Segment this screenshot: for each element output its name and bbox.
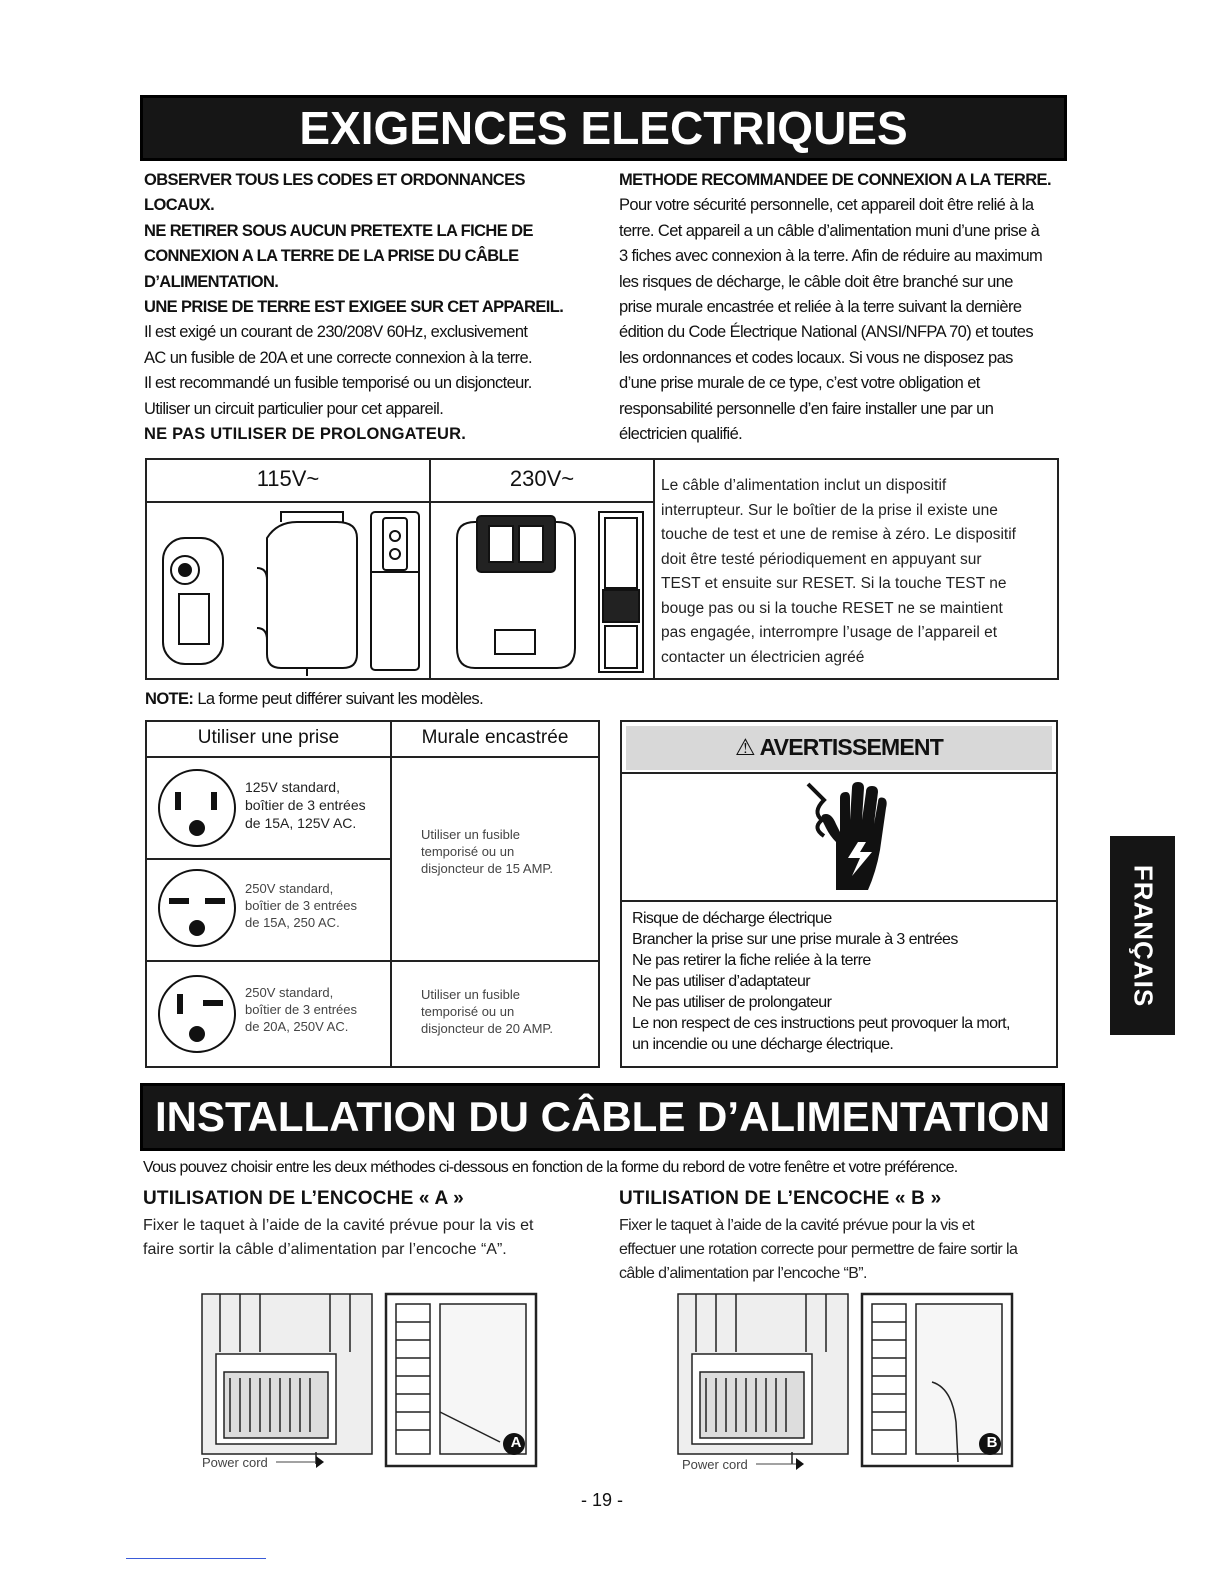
divider bbox=[653, 460, 655, 680]
spec-line: de 15A, 125V AC. bbox=[245, 815, 357, 831]
desc-line: bouge pas ou si la touche RESET ne se maintient bbox=[661, 599, 1003, 617]
body-line: terre. Cet appareil a un câble d’alimentation muni d’une prise à bbox=[619, 221, 1040, 240]
divider bbox=[147, 858, 390, 860]
desc-line: TEST et ensuite sur RESET. Si la touche TEST ne bbox=[661, 575, 1007, 592]
body-line: les ordonnances et codes locaux. Si vous ne disposez pas bbox=[619, 348, 1013, 367]
gfci-description bbox=[661, 474, 1057, 670]
body-line: responsabilité personnelle d’en faire installer une par un bbox=[619, 399, 994, 418]
method-heading: METHODE RECOMMANDEE DE CONNEXION A LA TERRE. bbox=[619, 171, 1051, 189]
warning-line: Ne pas utiliser d’adaptateur bbox=[632, 973, 810, 990]
rule-line: LOCAUX. bbox=[144, 196, 215, 215]
warning-line: Risque de décharge électrique bbox=[632, 910, 832, 927]
body-line: Utiliser un circuit particulier pour cet appareil. bbox=[144, 399, 444, 418]
spec-line: 125V standard, bbox=[245, 779, 340, 795]
body-line: édition du Code Électrique National (ANSI/NFPA 70) et toutes bbox=[619, 323, 1034, 342]
method-b bbox=[619, 1188, 1069, 1286]
outlet-spec-250v-20a bbox=[245, 984, 385, 1035]
spec-line: boîtier de 3 entrées bbox=[245, 898, 358, 913]
electric-shock-hand-icon bbox=[802, 780, 892, 896]
spec-line: boîtier de 3 entrées bbox=[245, 797, 366, 813]
header-115v: 115V~ bbox=[256, 466, 320, 491]
desc-line: contacter un électricien agréé bbox=[661, 648, 865, 666]
body-line: électricien qualifié. bbox=[619, 425, 743, 444]
spec-line: 250V standard, bbox=[245, 881, 334, 896]
body-line: Il est recommandé un fusible temporisé ou un disjoncteur. bbox=[144, 374, 532, 393]
power-cord-arrow-a bbox=[276, 1452, 326, 1474]
rule-line: OBSERVER TOUS LES CODES ET ORDONNANCES bbox=[144, 171, 525, 189]
body-line: les risques de décharge, le câble doit être branché sur une bbox=[619, 272, 1013, 291]
language-tab-label: FRANÇAIS bbox=[1128, 864, 1158, 1007]
install-intro: Vous pouvez choisir entre les deux méthodes ci-dessous en fonction de la forme du rebord de votre fenêtre et votre préférence. bbox=[143, 1159, 958, 1176]
note bbox=[145, 690, 483, 709]
fuse-line: temporisé ou un bbox=[421, 1004, 515, 1019]
method-b-line: Fixer le taquet à l’aide de la cavité prévue pour la vis et bbox=[619, 1217, 975, 1234]
warning-triangle-icon: ⚠ bbox=[735, 734, 755, 760]
spec-line: boîtier de 3 entrées bbox=[245, 1002, 358, 1017]
badge-a-label: A bbox=[510, 1434, 522, 1451]
rule-line: D’ALIMENTATION. bbox=[144, 272, 279, 291]
warning-line: Le non respect de ces instructions peut provoquer la mort, bbox=[632, 1015, 1010, 1032]
method-a-line: Fixer le taquet à l’aide de la cavité prévue pour la vis et bbox=[143, 1217, 534, 1234]
divider bbox=[147, 501, 653, 503]
header-use-outlet: Utiliser une prise bbox=[197, 727, 340, 748]
header-wall-mount: Murale encastrée bbox=[421, 727, 569, 748]
spec-line: de 20A, 250V AC. bbox=[245, 1019, 349, 1034]
spec-line: 250V standard, bbox=[245, 985, 334, 1000]
window-illustration-b bbox=[676, 1292, 1016, 1472]
plug-table bbox=[145, 458, 1059, 680]
divider bbox=[147, 960, 598, 962]
fuse-line: temporisé ou un bbox=[421, 844, 515, 859]
section-title-electrical: EXIGENCES ELECTRIQUES bbox=[140, 95, 1067, 161]
warning-title: AVERTISSEMENT bbox=[759, 734, 943, 760]
desc-line: interrupteur. Sur le boîtier de la prise il existe une bbox=[661, 501, 998, 519]
fuse-line: Utiliser un fusible bbox=[421, 987, 520, 1002]
warning-line: un incendie ou une décharge électrique. bbox=[632, 1036, 894, 1053]
divider bbox=[147, 756, 598, 758]
spec-line: de 15A, 250 AC. bbox=[245, 915, 340, 930]
language-tab bbox=[1110, 836, 1175, 1035]
body-line: AC un fusible de 20A et une correcte connexion à la terre. bbox=[144, 348, 533, 367]
body-line: Il est exigé un courant de 230/208V 60Hz, exclusivement bbox=[144, 323, 528, 342]
outlet-250v-20a-icon bbox=[155, 972, 239, 1056]
outlet-spec-125v bbox=[245, 778, 385, 832]
note-text: La forme peut différer suivant les modèles. bbox=[193, 690, 484, 708]
warning-text bbox=[632, 908, 1052, 1055]
body-line: Pour votre sécurité personnelle, cet appareil doit être relié à la bbox=[619, 196, 1034, 215]
method-a-line: faire sortir la câble d’alimentation par l’encoche “A”. bbox=[143, 1241, 507, 1258]
power-cord-label-a: Power cord bbox=[202, 1455, 268, 1470]
warning-box bbox=[620, 720, 1058, 1068]
body-line: prise murale encastrée et reliée à la terre suivant la dernière bbox=[619, 298, 1022, 317]
plug-230v-illustration bbox=[441, 508, 651, 676]
desc-line: touche de test et une de remise à zéro. Le dispositif bbox=[661, 526, 1016, 543]
header-230v: 230V~ bbox=[509, 466, 575, 491]
method-b-line: câble d’alimentation par l’encoche “B”. bbox=[619, 1265, 867, 1282]
divider bbox=[429, 460, 431, 680]
desc-line: doit être testé périodiquement en appuyant sur bbox=[661, 550, 982, 568]
method-b-heading: UTILISATION DE L’ENCOCHE « B » bbox=[619, 1188, 942, 1209]
window-illustration-a bbox=[200, 1292, 540, 1472]
method-b-line: effectuer une rotation correcte pour permettre de faire sortir la bbox=[619, 1241, 1018, 1258]
rule-line: NE RETIRER SOUS AUCUN PRETEXTE LA FICHE DE bbox=[144, 221, 533, 240]
divider bbox=[622, 900, 1056, 902]
left-column bbox=[144, 168, 594, 447]
power-cord-label-b: Power cord bbox=[682, 1457, 748, 1472]
desc-line: pas engagée, interrompre l’usage de l’appareil et bbox=[661, 624, 998, 641]
outlet-spec-250v-15a bbox=[245, 880, 385, 931]
body-line: d’une prise murale de ce type, c’est votre obligation et bbox=[619, 374, 980, 393]
right-column bbox=[619, 168, 1069, 447]
rule-line: CONNEXION A LA TERRE DE LA PRISE DU CÂBLE bbox=[144, 247, 519, 266]
fuse-note-15amp bbox=[421, 826, 591, 877]
divider bbox=[622, 772, 1056, 774]
rule-line: UNE PRISE DE TERRE EST EXIGEE SUR CET APPAREIL. bbox=[144, 298, 564, 317]
fuse-line: disjoncteur de 20 AMP. bbox=[421, 1021, 554, 1036]
divider bbox=[390, 722, 392, 1066]
method-a bbox=[143, 1188, 603, 1262]
warning-header bbox=[626, 726, 1052, 770]
outlet-table bbox=[145, 720, 600, 1068]
fuse-line: Utiliser un fusible bbox=[421, 827, 520, 842]
body-line: 3 fiches avec connexion à la terre. Afin de réduire au maximum bbox=[619, 247, 1043, 266]
badge-b-label: B bbox=[986, 1434, 998, 1451]
rule-line: NE PAS UTILISER DE PROLONGATEUR. bbox=[144, 425, 467, 444]
method-a-heading: UTILISATION DE L’ENCOCHE « A » bbox=[143, 1188, 464, 1209]
page-number: - 19 - bbox=[580, 1490, 623, 1510]
warning-title-row bbox=[626, 734, 1052, 761]
plug-115v-illustration bbox=[157, 508, 427, 676]
desc-line: Le câble d’alimentation inclut un dispositif bbox=[661, 477, 947, 494]
warning-line: Brancher la prise sur une prise murale à 3 entrées bbox=[632, 931, 958, 948]
fuse-line: disjoncteur de 15 AMP. bbox=[421, 861, 554, 876]
outlet-125v-icon bbox=[155, 766, 239, 850]
warning-line: Ne pas utiliser de prolongateur bbox=[632, 994, 832, 1011]
fuse-note-20amp bbox=[421, 986, 591, 1037]
section-title-install: INSTALLATION DU CÂBLE D’ALIMENTATION bbox=[140, 1083, 1065, 1151]
footer-rule bbox=[126, 1558, 266, 1559]
outlet-250v-15a-icon bbox=[155, 866, 239, 950]
note-label: NOTE: bbox=[145, 690, 194, 708]
warning-line: Ne pas retirer la fiche reliée à la terre bbox=[632, 952, 871, 969]
power-cord-arrow-b bbox=[756, 1454, 806, 1476]
